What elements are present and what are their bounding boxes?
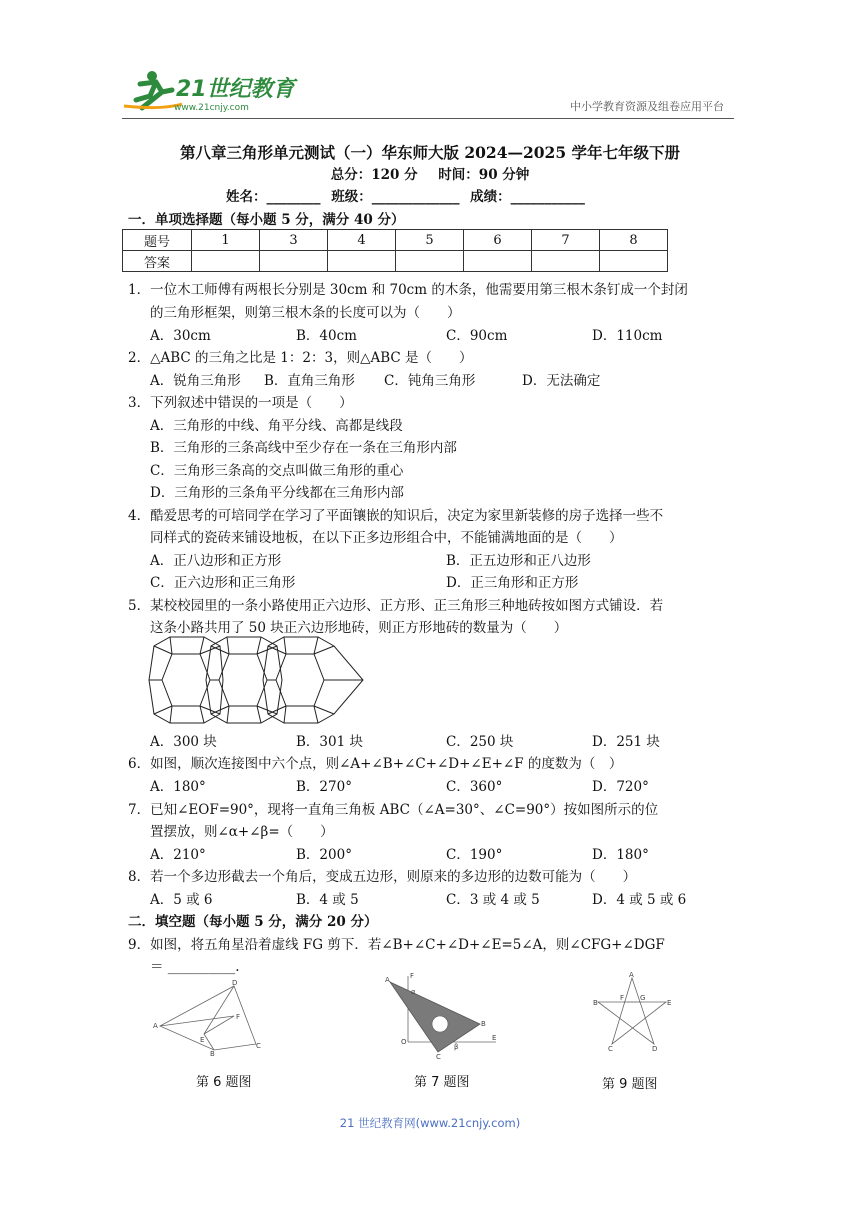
option: A．210°: [150, 847, 206, 863]
student-info: [226, 185, 591, 205]
option: D．无法确定: [522, 373, 601, 389]
figure-label: B: [481, 1020, 486, 1028]
option: D．110cm: [592, 328, 663, 344]
page-header: [122, 62, 734, 119]
figure-6-caption: 第 6 题图: [196, 1075, 252, 1090]
exam-subtitle: [0, 163, 860, 183]
option: C．钝角三角形: [384, 373, 476, 389]
logo-url: www.21cnjy.com: [174, 103, 249, 112]
option: C．360°: [446, 779, 503, 795]
table-cell: 题号: [123, 230, 192, 251]
option: B．270°: [296, 779, 352, 795]
figure-label: B: [593, 999, 598, 1007]
option: C．3 或 4 或 5: [446, 892, 540, 908]
total-score: 总分：120 分: [330, 167, 418, 183]
option: A．300 块: [150, 734, 217, 750]
option: D．正三角形和正方形: [446, 575, 579, 591]
option: A．5 或 6: [150, 892, 213, 908]
table-cell: 5: [396, 230, 464, 251]
question-8: 8．若一个多边形截去一个角后，变成五边形，则原来的多边形的边数可能为（ ）: [128, 869, 637, 885]
option: C．三角形三条高的交点叫做三角形的重心: [150, 463, 404, 479]
figure-7: [384, 972, 500, 1060]
option: B．40cm: [296, 328, 357, 344]
answer-cell[interactable]: [192, 251, 260, 272]
option: D．720°: [592, 779, 649, 795]
figure-label: β: [454, 1043, 459, 1051]
answer-cell[interactable]: [260, 251, 328, 272]
class-field: 班级：_____________: [331, 189, 460, 205]
question-5: 5．某校校园里的一条小路使用正六边形、正方形、正三角形三种地砖按如图方式铺设．若: [128, 598, 664, 614]
option: B．301 块: [296, 734, 363, 750]
option: A．30cm: [150, 328, 211, 344]
option: B．正五边形和正八边形: [446, 553, 591, 569]
platform-name: 中小学教育资源及组卷应用平台: [570, 100, 724, 113]
figure-label: C: [608, 1045, 613, 1052]
figure-label: C: [436, 1053, 441, 1060]
question-2: 2．△ABC 的三角之比是 1：2：3，则△ABC 是（ ）: [128, 350, 473, 366]
table-cell: 7: [532, 230, 600, 251]
answer-cell[interactable]: [600, 251, 668, 272]
figure-label: D: [232, 979, 238, 987]
question-7-cont: 置摆放，则∠α+∠β=（ ）: [150, 824, 334, 840]
exam-title: 第八章三角形单元测试（一）华东师大版 2024—2025 学年七年级下册: [179, 143, 681, 162]
option: A．180°: [150, 779, 206, 795]
option: C．250 块: [446, 734, 514, 750]
figure-6: [152, 978, 270, 1056]
figure-label: A: [385, 976, 390, 984]
page-footer[interactable]: 21 世纪教育网(www.21cnjy.com): [339, 1116, 521, 1130]
figure-label: E: [667, 999, 672, 1007]
table-cell: 答案: [123, 251, 192, 272]
table-cell: 4: [328, 230, 396, 251]
question-6: 6．如图，顺次连接图中六个点，则∠A+∠B+∠C+∠D+∠E+∠F 的度数为（ ）: [128, 756, 623, 772]
option: B．三角形的三条高线中至少存在一条在三角形内部: [150, 440, 457, 456]
figure-label: O: [401, 1038, 407, 1046]
logo-21cnjy: [122, 66, 322, 112]
answer-cell[interactable]: [532, 251, 600, 272]
figure-label: D: [652, 1045, 658, 1052]
section-1-heading: 一．单项选择题（每小题 5 分，满分 40 分）: [128, 212, 405, 228]
option: C．190°: [446, 847, 503, 863]
figure-label: G: [640, 994, 646, 1002]
figure-9: [592, 972, 676, 1052]
option: D．251 块: [592, 734, 660, 750]
option: B．200°: [296, 847, 352, 863]
figure-label: B: [210, 1050, 215, 1056]
option: C．90cm: [446, 328, 508, 344]
option: D．180°: [592, 847, 649, 863]
answer-cell[interactable]: [396, 251, 464, 272]
option: D．三角形的三条角平分线都在三角形内部: [150, 485, 404, 501]
figure-label: C: [256, 1042, 261, 1050]
question-7: 7．已知∠EOF=90°，现将一直角三角板 ABC（∠A=30°、∠C=90°）按如图所示的位: [128, 802, 659, 818]
table-row: [123, 230, 668, 251]
table-cell: 8: [600, 230, 668, 251]
figure-9-caption: 第 9 题图: [602, 1077, 658, 1092]
logo-text: 21世纪教育: [176, 77, 295, 102]
answer-table: [122, 229, 668, 272]
figure-label: F: [410, 972, 415, 980]
figure-label: E: [200, 1036, 205, 1044]
answer-cell[interactable]: [464, 251, 532, 272]
figure-label: A: [629, 972, 634, 979]
question-9-cont: ＝ __________.: [150, 959, 240, 975]
table-cell: 6: [464, 230, 532, 251]
question-1: 1．一位木工师傅有两根长分别是 30cm 和 70cm 的木条，他需要用第三根木条钉成一个封闭: [128, 282, 688, 298]
table-cell: 3: [260, 230, 328, 251]
option: C．正六边形和正三角形: [150, 575, 296, 591]
section-2-heading: 二．填空题（每小题 5 分，满分 20 分）: [128, 914, 378, 930]
option: A．正八边形和正方形: [150, 553, 282, 569]
question-9: 9．如图，将五角星沿着虚线 FG 剪下．若∠B+∠C+∠D+∠E=5∠A，则∠CFG+∠DGF: [128, 937, 665, 953]
figure-label: F: [620, 994, 625, 1002]
name-field: 姓名：________: [226, 189, 321, 205]
question-5-cont: 这条小路共用了 50 块正六边形地砖，则正方形地砖的数量为（ ）: [150, 620, 568, 636]
figure-label: α: [411, 988, 416, 996]
question-4-cont: 同样式的瓷砖来铺设地板，在以下正多边形组合中，不能铺满地面的是（ ）: [150, 530, 623, 546]
score-field: 成绩：___________: [470, 189, 585, 205]
question-3: 3．下列叙述中错误的一项是（ ）: [128, 395, 353, 411]
table-cell: 1: [192, 230, 260, 251]
table-row: [123, 251, 668, 272]
option: B．直角三角形: [264, 373, 355, 389]
figure-label: E: [492, 1034, 497, 1042]
exam-time: 时间：90 分钟: [438, 167, 530, 183]
question-4: 4．酷爱思考的可培同学在学习了平面镶嵌的知识后，决定为家里新装修的房子选择一些不: [128, 508, 664, 524]
option: B．4 或 5: [296, 892, 359, 908]
option: A．锐角三角形: [150, 373, 241, 389]
question-1-cont: 的三角形框架，则第三根木条的长度可以为（ ）: [150, 305, 461, 321]
option: D．4 或 5 或 6: [592, 892, 687, 908]
option: A．三角形的中线、角平分线、高都是线段: [150, 418, 403, 434]
answer-cell[interactable]: [328, 251, 396, 272]
figure-label: F: [236, 1013, 241, 1021]
figure-label: A: [153, 1022, 158, 1030]
tiling-figure: [148, 636, 368, 724]
figure-7-caption: 第 7 题图: [414, 1075, 470, 1090]
